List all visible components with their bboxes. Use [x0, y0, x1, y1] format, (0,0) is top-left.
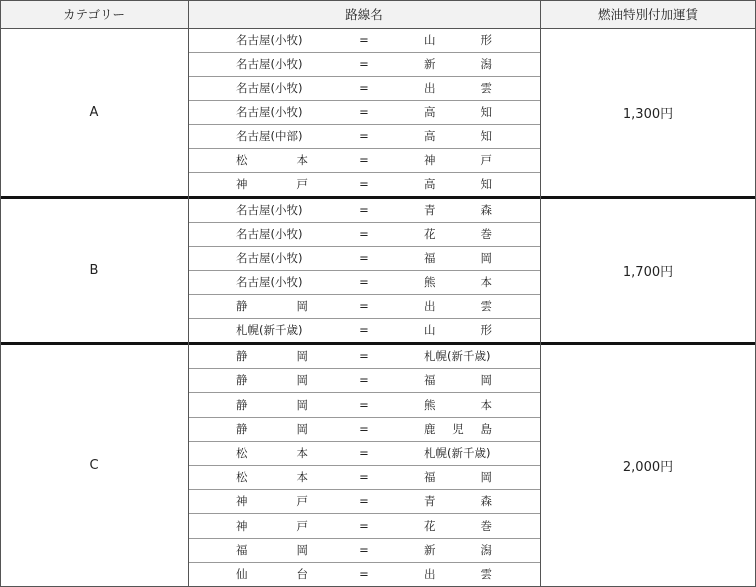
row-divider — [188, 392, 540, 393]
route-separator: = — [359, 397, 369, 412]
route-row — [188, 318, 540, 342]
route-row — [188, 52, 540, 76]
route-row — [188, 246, 540, 270]
category-cell: A — [89, 104, 99, 120]
route-row — [188, 562, 540, 586]
header-route: 路線名 — [188, 0, 540, 28]
route-destination: 高 知 — [424, 105, 492, 119]
route-row — [188, 368, 540, 392]
route-destination: 高 知 — [424, 177, 492, 191]
route-destination: 札幌(新千歳) — [424, 445, 491, 460]
route-origin: 名古屋(小牧) — [236, 251, 303, 265]
route-row — [188, 270, 540, 294]
route-row — [188, 489, 540, 513]
route-origin: 名古屋(小牧) — [236, 275, 303, 289]
route-origin: 仙 台 — [236, 566, 308, 581]
route-separator: = — [359, 251, 369, 265]
route-separator: = — [359, 81, 369, 95]
route-origin: 名古屋(小牧) — [236, 105, 303, 119]
row-divider — [188, 76, 540, 77]
route-row — [188, 198, 540, 222]
header-category: カテゴリー — [0, 0, 188, 28]
row-divider — [188, 562, 540, 563]
route-row — [188, 124, 540, 148]
route-origin: 松 本 — [236, 470, 308, 485]
route-destination: 福 岡 — [424, 470, 492, 485]
route-separator: = — [359, 421, 369, 436]
route-row — [188, 222, 540, 246]
route-row — [188, 100, 540, 124]
fare-cell: 2,000円 — [622, 459, 674, 475]
route-separator: = — [359, 518, 369, 533]
route-destination: 神 戸 — [424, 153, 492, 167]
row-divider — [188, 465, 540, 466]
fare-cell: 1,300円 — [622, 106, 674, 122]
route-separator: = — [359, 542, 369, 557]
route-row — [188, 465, 540, 489]
route-destination: 札幌(新千歳) — [424, 349, 491, 364]
row-divider — [188, 441, 540, 442]
route-separator: = — [359, 373, 369, 388]
row-divider — [188, 52, 540, 53]
row-divider — [188, 318, 540, 319]
route-row — [188, 76, 540, 100]
route-destination: 青 森 — [424, 494, 492, 509]
route-origin: 静 岡 — [236, 349, 308, 364]
route-destination: 新 潟 — [424, 542, 492, 557]
route-destination: 花 巻 — [424, 227, 492, 241]
route-row — [188, 538, 540, 562]
route-origin: 静 岡 — [236, 421, 308, 436]
route-separator: = — [359, 33, 369, 47]
route-row — [188, 148, 540, 172]
header-fare: 燃油特別付加運賃 — [540, 0, 756, 28]
group-divider — [0, 342, 756, 345]
route-destination: 青 森 — [424, 203, 492, 217]
route-separator: = — [359, 494, 369, 509]
route-separator: = — [359, 445, 369, 460]
row-divider — [188, 124, 540, 125]
route-origin: 神 戸 — [236, 177, 308, 191]
route-destination: 出 雲 — [424, 566, 492, 581]
route-origin: 松 本 — [236, 153, 308, 167]
route-separator: = — [359, 153, 369, 167]
header-bottom-border — [0, 28, 756, 29]
route-separator: = — [359, 105, 369, 119]
row-divider — [188, 294, 540, 295]
route-destination: 山 形 — [424, 33, 492, 47]
row-divider — [188, 270, 540, 271]
route-row — [188, 441, 540, 465]
route-origin: 神 戸 — [236, 494, 308, 509]
route-destination: 熊 本 — [424, 397, 492, 412]
route-destination: 鹿 児 島 — [424, 421, 492, 436]
route-destination: 新 潟 — [424, 57, 492, 71]
row-divider — [188, 246, 540, 247]
row-divider — [188, 172, 540, 173]
route-destination: 熊 本 — [424, 275, 492, 289]
route-separator: = — [359, 323, 369, 337]
route-origin: 名古屋(小牧) — [236, 57, 303, 71]
route-destination: 出 雲 — [424, 299, 492, 313]
column-divider — [188, 0, 189, 587]
route-separator: = — [359, 349, 369, 364]
route-origin: 静 岡 — [236, 397, 308, 412]
route-destination: 福 岡 — [424, 251, 492, 265]
route-origin: 名古屋(小牧) — [236, 203, 303, 217]
group-divider — [0, 196, 756, 199]
route-origin: 名古屋(小牧) — [236, 81, 303, 95]
route-origin: 静 岡 — [236, 299, 308, 313]
route-row — [188, 417, 540, 441]
route-origin: 松 本 — [236, 445, 308, 460]
route-separator: = — [359, 203, 369, 217]
row-divider — [188, 513, 540, 514]
route-destination: 出 雲 — [424, 81, 492, 95]
row-divider — [188, 100, 540, 101]
route-separator: = — [359, 470, 369, 485]
row-divider — [188, 489, 540, 490]
category-cell: C — [89, 457, 99, 473]
column-divider — [540, 0, 541, 587]
route-separator: = — [359, 275, 369, 289]
route-row — [188, 294, 540, 318]
route-origin: 福 岡 — [236, 542, 308, 557]
route-destination: 高 知 — [424, 129, 492, 143]
route-separator: = — [359, 299, 369, 313]
left-border — [0, 0, 1, 587]
route-destination: 山 形 — [424, 323, 492, 337]
route-separator: = — [359, 227, 369, 241]
route-separator: = — [359, 57, 369, 71]
route-separator: = — [359, 177, 369, 191]
route-row — [188, 514, 540, 538]
route-origin: 神 戸 — [236, 518, 308, 533]
route-separator: = — [359, 129, 369, 143]
category-cell: B — [89, 262, 99, 278]
route-separator: = — [359, 566, 369, 581]
route-row — [188, 344, 540, 368]
route-origin: 札幌(新千歳) — [236, 323, 303, 337]
row-divider — [188, 368, 540, 369]
row-divider — [188, 538, 540, 539]
route-row — [188, 28, 540, 52]
route-origin: 名古屋(中部) — [236, 129, 303, 143]
route-destination: 花 巻 — [424, 518, 492, 533]
top-border — [0, 0, 756, 1]
route-origin: 静 岡 — [236, 373, 308, 388]
route-row — [188, 393, 540, 417]
route-row — [188, 172, 540, 196]
row-divider — [188, 148, 540, 149]
route-origin: 名古屋(小牧) — [236, 33, 303, 47]
route-origin: 名古屋(小牧) — [236, 227, 303, 241]
row-divider — [188, 417, 540, 418]
fare-cell: 1,700円 — [622, 264, 674, 280]
route-destination: 福 岡 — [424, 373, 492, 388]
row-divider — [188, 222, 540, 223]
